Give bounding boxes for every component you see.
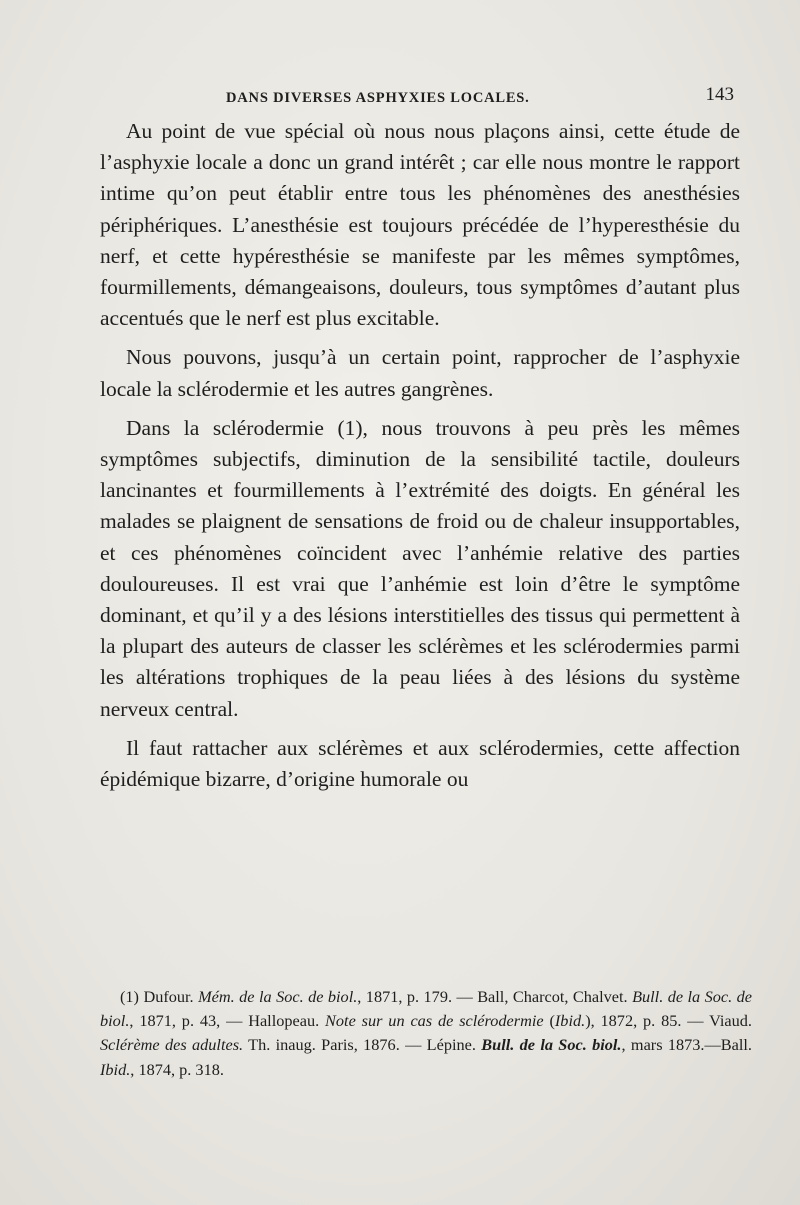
footnote-title: Sclérème des adultes.	[100, 1035, 244, 1055]
footnote-title: Note sur un cas de sclérodermie	[325, 1011, 544, 1031]
footnote-text: , mars 1873.—Ball.	[621, 1035, 752, 1055]
running-title: DANS DIVERSES ASPHYXIES LOCALES.	[226, 90, 530, 106]
footnote-marker: (1)	[120, 987, 139, 1006]
paragraph: Au point de vue spécial où nous nous plaçons ainsi, cette étude de l’asphyxie locale a donc un grand intérêt ; car elle nous montre le rapport intime qu’on peut établir entre tous les phénomènes des anesthésies périphériques. L’anesthésie est toujours précédée de l’hyperesthésie du nerf, et cette hypéresthésie se manifeste par les mêmes symptômes, fourmillements, démangeaisons, douleurs, tous symptômes d’autant plus accentués que le nerf est plus excitable.	[100, 119, 740, 331]
footnote-block	[100, 985, 752, 1082]
footnote-journal: Bull. de la Soc. de biol.	[100, 987, 753, 1031]
footnote-journal: Mém. de la Soc. de biol.	[198, 987, 358, 1006]
footnote	[100, 985, 752, 1082]
footnote-ibid: Ibid.	[100, 1059, 131, 1079]
footnote-text: , 1874, p. 318.	[130, 1059, 224, 1079]
footnote-ibid: Ibid.	[554, 1011, 586, 1031]
page-header	[100, 86, 740, 116]
footnote-text: , 1871, p. 179. — Ball, Charcot, Chalvet.	[357, 987, 628, 1006]
body-text	[100, 116, 740, 803]
page-number: 143	[705, 84, 734, 105]
footnote-text: (	[549, 1011, 555, 1031]
paragraph: Dans la sclérodermie (1), nous trouvons à peu près les mêmes symptômes subjectifs, diminution de la sensibilité tactile, douleurs lancinantes et fourmillements à l’extrémité des doigts. En général les malades se plaignent de sensations de froid ou de chaleur insupportables, et ces phénomènes coïncident avec l’anhémie relative des parties douloureuses. Il est vrai que l’anhémie est loin d’être le symptôme dominant, et qu’il y a des lésions interstitielles des tissus qui permettent à la plupart des auteurs de classer les sclérèmes et les sclérodermies parmi les altérations trophiques de la peau liées à des lésions du système nerveux central.	[100, 415, 740, 721]
footnote-journal: Bull. de la Soc. biol.	[481, 1035, 622, 1055]
paragraph: Nous pouvons, jusqu’à un certain point, rapprocher de l’asphyxie locale la sclérodermie et les autres gangrènes.	[100, 345, 740, 401]
footnote-text: , 1871, p. 43, — Hallopeau.	[129, 1011, 320, 1031]
footnote-text: Dufour.	[143, 987, 194, 1006]
footnote-text: Th. inaug. Paris, 1876. — Lépine.	[248, 1035, 476, 1055]
footnote-text: ), 1872, p. 85. — Viaud.	[585, 1011, 752, 1031]
paragraph: Il faut rattacher aux sclérèmes et aux sclérodermies, cette affection épidémique bizarre, d’origine humorale ou	[100, 735, 740, 792]
